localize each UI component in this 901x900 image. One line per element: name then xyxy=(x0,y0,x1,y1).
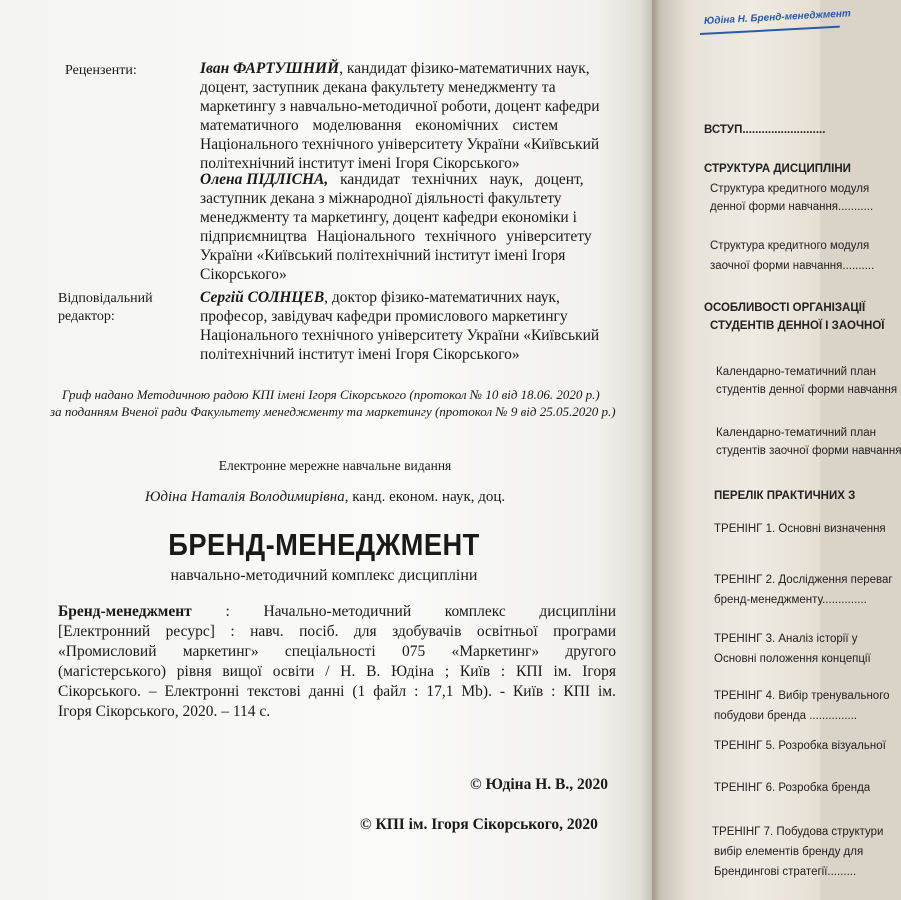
editor-label: Відповідальний редактор: xyxy=(58,291,153,324)
toc-entry: Календарно-тематичний план xyxy=(716,366,876,378)
reviewer-1-block: Іван ФАРТУШНИЙ, кандидат фізико-математичних наук, доцент, заступник декана факультету менеджменту та маркетингу з навчально-методичної роботи, доцент кафедри математичного моделювання економічних систем Національного технічного університету України «Київський політехнічний інститут імені Ігоря Сікорського» xyxy=(200,60,600,172)
toc-entry: ТРЕНІНГ 4. Вибір тренувального xyxy=(714,690,890,702)
reviewer-2-block: Олена ПІДЛІСНА, кандидат технічних наук, доцент, заступник декана з міжнародної діяльності факультету менеджменту та маркетингу, доцент кафедри економіки і підприємництва Національного технічного університету України «Київський політехнічний інститут імені Ігоря Сікорського» xyxy=(200,171,592,283)
toc-entry: Структура кредитного модуля xyxy=(710,240,870,252)
toc-entry: студентів денної форми навчання xyxy=(716,384,898,396)
toc-entry: ТРЕНІНГ 5. Розробка візуальної xyxy=(714,740,886,752)
copyright-institution: © КПІ ім. Ігоря Сікорського, 2020 xyxy=(360,816,598,833)
editor-name: Сергій СОЛНЦЕВ xyxy=(200,289,325,306)
editor-block: Сергій СОЛНЦЕВ, доктор фізико-математичних наук, професор, завідувач кафедри промислового маркетингу Національного технічного університету України «Київський політехнічний інститут імені Ігоря Сікорського» xyxy=(200,289,600,363)
book-title: БРЕНД-МЕНЕДЖМЕНТ xyxy=(168,527,480,562)
toc-entry: Основні положення концепції xyxy=(714,653,871,665)
toc-entry: ТРЕНІНГ 1. Основні визначення xyxy=(714,523,886,535)
toc-entry: Структура кредитного модуля xyxy=(710,183,870,195)
toc-entry: ТРЕНІНГ 2. Дослідження переваг xyxy=(714,574,893,586)
copyright-author: © Юдіна Н. В., 2020 xyxy=(470,776,608,793)
reviewer-2-name: Олена ПІДЛІСНА, xyxy=(200,171,329,188)
author-line: Юдіна Наталія Володимирівна, канд. економ. наук, доц. xyxy=(144,489,506,505)
reviewer-1-name: Іван ФАРТУШНИЙ xyxy=(200,60,340,77)
toc-entry: СТУДЕНТІВ ДЕННОЇ І ЗАОЧНОЇ xyxy=(710,320,885,332)
reviewers-label: Рецензенти: xyxy=(65,63,137,78)
toc-entry: Календарно-тематичний план xyxy=(716,427,876,439)
right-page-header: Юдіна Н. Бренд-менеджмент xyxy=(703,8,852,27)
toc-entry: ТРЕНІНГ 3. Аналіз історії у xyxy=(714,633,858,645)
citation-title: Бренд-менеджмент xyxy=(58,603,192,620)
toc-entry: ТРЕНІНГ 7. Побудова структури xyxy=(712,826,884,838)
toc-entry: денної форми навчання........... xyxy=(710,201,874,213)
toc-entry: вибір елементів бренду для xyxy=(714,846,864,858)
book-subtitle: навчально-методичний комплекс дисципліни xyxy=(170,567,478,584)
toc-entry: бренд-менеджменту.............. xyxy=(714,594,867,606)
toc-entry: ОСОБЛИВОСТІ ОРГАНІЗАЦІЇ xyxy=(704,302,866,314)
toc-entry: заочної форми навчання.......... xyxy=(710,260,875,272)
approval-note: Гриф надано Методичною радою КПІ імені Ігоря Сікорського (протокол № 10 від 18.06. 2020 р.) за поданням Вченої ради Факультету менеджменту та маркетингу (протокол № 9 від 25.05.2020 р.) xyxy=(50,387,616,419)
edition-type: Електронне мережне навчальне видання xyxy=(218,458,452,473)
toc-entry: побудови бренда ............... xyxy=(714,710,858,722)
toc-entry: ТРЕНІНГ 6. Розробка бренда xyxy=(714,782,871,794)
right-page xyxy=(652,0,901,900)
toc-entry: студентів заочної форми навчання xyxy=(716,445,901,457)
header-rule xyxy=(700,26,840,35)
toc-entry: ВСТУП.......................... xyxy=(704,124,826,136)
toc-entry: ПЕРЕЛІК ПРАКТИЧНИХ З xyxy=(714,490,856,502)
toc-entry: Брендингові стратегії......... xyxy=(714,866,857,878)
toc-entry: СТРУКТУРА ДИСЦИПЛІНИ xyxy=(704,163,851,175)
citation-block: Бренд-менеджмент : Начально-методичний комплекс дисципліни [Електронний ресурс] : навч. посіб. для здобувачів освітньої програми «Промисловий маркетинг» спеціальності 075 «Маркетинг» другого (магістерського) рівня вищої освіти / Н. В. Юдіна ; Київ : КПІ ім. Ігоря Сікорського. – Електронні текстові данні (1 файл : 17,1 Mb). - Київ : КПІ ім. Ігоря Сікорського, 2020. – 114 с. xyxy=(58,603,616,720)
